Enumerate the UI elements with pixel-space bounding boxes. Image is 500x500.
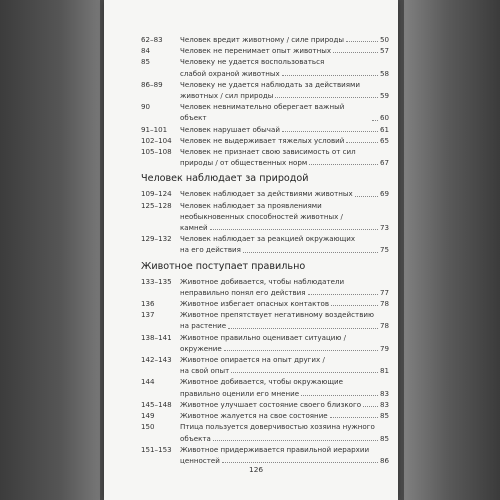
entry-title (180, 376, 389, 398)
entry-title-line: Человек не выдерживает тяжелых условий (180, 135, 345, 145)
entry-title (180, 399, 389, 410)
entry-title-line: Человек невнимательно оберегает важный объект (180, 102, 347, 123)
dot-leader (224, 350, 378, 351)
entry-title-line: Животное добивается, чтобы наблюдатели (180, 276, 345, 286)
entry-title (180, 200, 389, 234)
entry-title-line: ценностей (180, 455, 220, 465)
entry-number-range: 136 (141, 299, 155, 309)
entry-number-range: 105–108 (141, 147, 172, 157)
entry-number-range: 86–89 (141, 79, 163, 89)
entry-title-line: окружение (180, 343, 222, 353)
entry-title-line: необыкновенных способностей животных / (180, 211, 343, 221)
dot-leader (213, 440, 378, 441)
entry-title-line: объекта (180, 433, 211, 443)
entry-title-line: животных / сил природы (180, 91, 274, 101)
dot-leader (333, 52, 378, 53)
toc-entry (141, 146, 391, 168)
toc-entry (141, 399, 391, 410)
entry-title (180, 354, 389, 376)
entry-page-number: 65 (379, 135, 389, 145)
toc-entry (141, 200, 391, 234)
dot-leader (275, 97, 378, 98)
toc-entry (141, 45, 391, 56)
entry-title-line: Животное избегает опасных контактов (180, 299, 330, 309)
toc-entry (141, 188, 391, 199)
toc-entry (141, 56, 391, 78)
entry-title-line: неправильно понял его действия (180, 287, 306, 297)
entry-page-number: 75 (379, 245, 389, 255)
entry-page-number: 85 (379, 411, 389, 421)
entry-page-number: 69 (379, 189, 389, 199)
entry-number-range: 125–128 (141, 200, 172, 210)
entry-number-range: 90 (141, 102, 151, 112)
entry-number-range: 133–135 (141, 276, 172, 286)
entry-title (180, 79, 389, 101)
entry-number-range: 150 (141, 422, 155, 432)
toc-entry (141, 376, 391, 398)
toc-entry (141, 354, 391, 376)
entry-title (180, 276, 389, 298)
entry-title (180, 309, 389, 331)
toc-entry (141, 233, 391, 255)
dot-leader (346, 41, 378, 42)
entry-title (180, 34, 389, 45)
entry-title-line: камней (180, 223, 208, 233)
dot-leader (355, 196, 378, 197)
entry-title (180, 298, 389, 309)
entry-number-range: 145–148 (141, 399, 172, 409)
dot-leader (308, 294, 378, 295)
page-number: 126 (249, 465, 264, 474)
entry-title-line: слабой охраной животных (180, 68, 280, 78)
toc-entry (141, 124, 391, 135)
dot-leader (282, 131, 378, 132)
section-heading: Животное поступает правильно (141, 260, 306, 272)
dot-leader (309, 164, 378, 165)
entry-number-range: 62–83 (141, 35, 163, 44)
entry-title-line: Птица пользуется доверчивостью хозяина нужного (180, 422, 375, 432)
entry-page-number: 59 (379, 91, 389, 101)
entry-page-number: 67 (379, 158, 389, 168)
section-heading: Человек наблюдает за природой (141, 173, 309, 185)
entry-page-number: 85 (379, 433, 389, 443)
entry-title-line: Человек не признает свою зависимость от сил (180, 147, 356, 157)
entry-title (180, 444, 389, 466)
entry-title-line: правильно оценили его мнение (180, 388, 300, 398)
entry-title-line: природы / от общественных норм (180, 158, 308, 168)
entry-number-range: 144 (141, 377, 155, 387)
entry-page-number: 83 (379, 388, 389, 398)
entry-title-line: Человеку не удается воспользоваться (180, 57, 325, 67)
entry-title-line: Животное добивается, чтобы окружающие (180, 377, 344, 387)
entry-number-range: 84 (141, 46, 151, 56)
dot-leader (346, 142, 378, 143)
entry-title-line: Человек вредит животному / силе природы (180, 35, 344, 44)
entry-title-line: Животное опирается на опыт других / (180, 355, 325, 365)
entry-title-line: Животное препятствует негативному воздействию (180, 310, 374, 320)
entry-title-line: Животное правильно оценивает ситуацию / (180, 332, 347, 342)
entry-title-line: Человек наблюдает за проявлениями (180, 200, 322, 210)
entry-page-number: 58 (379, 68, 389, 78)
entry-page-number: 77 (379, 287, 389, 297)
entry-title-line: Человеку не удается наблюдать за действиями (180, 79, 361, 89)
table-of-contents (141, 34, 391, 466)
entry-page-number: 60 (379, 113, 389, 123)
dot-leader (372, 120, 378, 121)
entry-title-line: Животное улучшает состояние своего близкого (180, 399, 362, 409)
entry-number-range: 109–124 (141, 189, 172, 199)
entry-title-line: на свой опыт (180, 366, 230, 376)
entry-title (180, 124, 389, 135)
entry-title (180, 135, 389, 146)
toc-entry (141, 332, 391, 354)
entry-title-line: Животное жалуется на свое состояние (180, 411, 328, 421)
toc-entry (141, 79, 391, 101)
toc-entry (141, 298, 391, 309)
entry-page-number: 78 (379, 321, 389, 331)
entry-title (180, 410, 389, 421)
dot-leader (301, 395, 378, 396)
entry-title-line: на его действия (180, 245, 241, 255)
entry-number-range: 91–101 (141, 124, 168, 134)
entry-page-number: 57 (379, 46, 389, 56)
entry-title-line: на растение (180, 321, 227, 331)
entry-title (180, 421, 389, 443)
entry-page-number: 78 (379, 299, 389, 309)
entry-title (180, 146, 389, 168)
dot-leader (231, 372, 378, 373)
entry-page-number: 50 (379, 35, 389, 44)
entry-title (180, 332, 389, 354)
dot-leader (330, 417, 378, 418)
entry-page-number: 79 (379, 343, 389, 353)
entry-page-number: 61 (379, 124, 389, 134)
dot-leader (228, 328, 378, 329)
dot-leader (210, 229, 378, 230)
toc-entry (141, 135, 391, 146)
toc-entry (141, 309, 391, 331)
entry-page-number: 81 (379, 366, 389, 376)
entry-title-line: Человек наблюдает за реакцией окружающих (180, 234, 356, 244)
entry-number-range: 137 (141, 310, 155, 320)
entry-title-line: Животное придерживается правильной иерархии (180, 444, 370, 454)
dot-leader (222, 462, 378, 463)
entry-number-range: 151–153 (141, 444, 172, 454)
entry-title (180, 101, 389, 123)
entry-title-line: Человек наблюдает за действиями животных (180, 189, 353, 199)
background-right (404, 0, 500, 500)
background-left (0, 0, 100, 500)
toc-entry (141, 410, 391, 421)
entry-page-number: 83 (379, 399, 389, 409)
dot-leader (282, 75, 378, 76)
entry-number-range: 142–143 (141, 355, 172, 365)
entry-number-range: 129–132 (141, 234, 172, 244)
entry-title-line: Человек нарушает обычай (180, 124, 280, 134)
entry-title (180, 233, 389, 255)
toc-entry (141, 34, 391, 45)
entry-title (180, 45, 389, 56)
toc-entry (141, 421, 391, 443)
entry-number-range: 149 (141, 411, 155, 421)
entry-title-line: Человек не перенимает опыт животных (180, 46, 332, 56)
toc-entry (141, 101, 391, 123)
dot-leader (331, 305, 378, 306)
entry-title (180, 188, 389, 199)
entry-title (180, 56, 389, 78)
toc-entry (141, 276, 391, 298)
entry-page-number: 73 (379, 223, 389, 233)
entry-number-range: 102–104 (141, 135, 172, 145)
toc-entry (141, 444, 391, 466)
entry-number-range: 85 (141, 57, 151, 67)
entry-page-number: 86 (379, 455, 389, 465)
dot-leader (243, 252, 378, 253)
entry-number-range: 138–141 (141, 332, 172, 342)
dot-leader (363, 406, 378, 407)
